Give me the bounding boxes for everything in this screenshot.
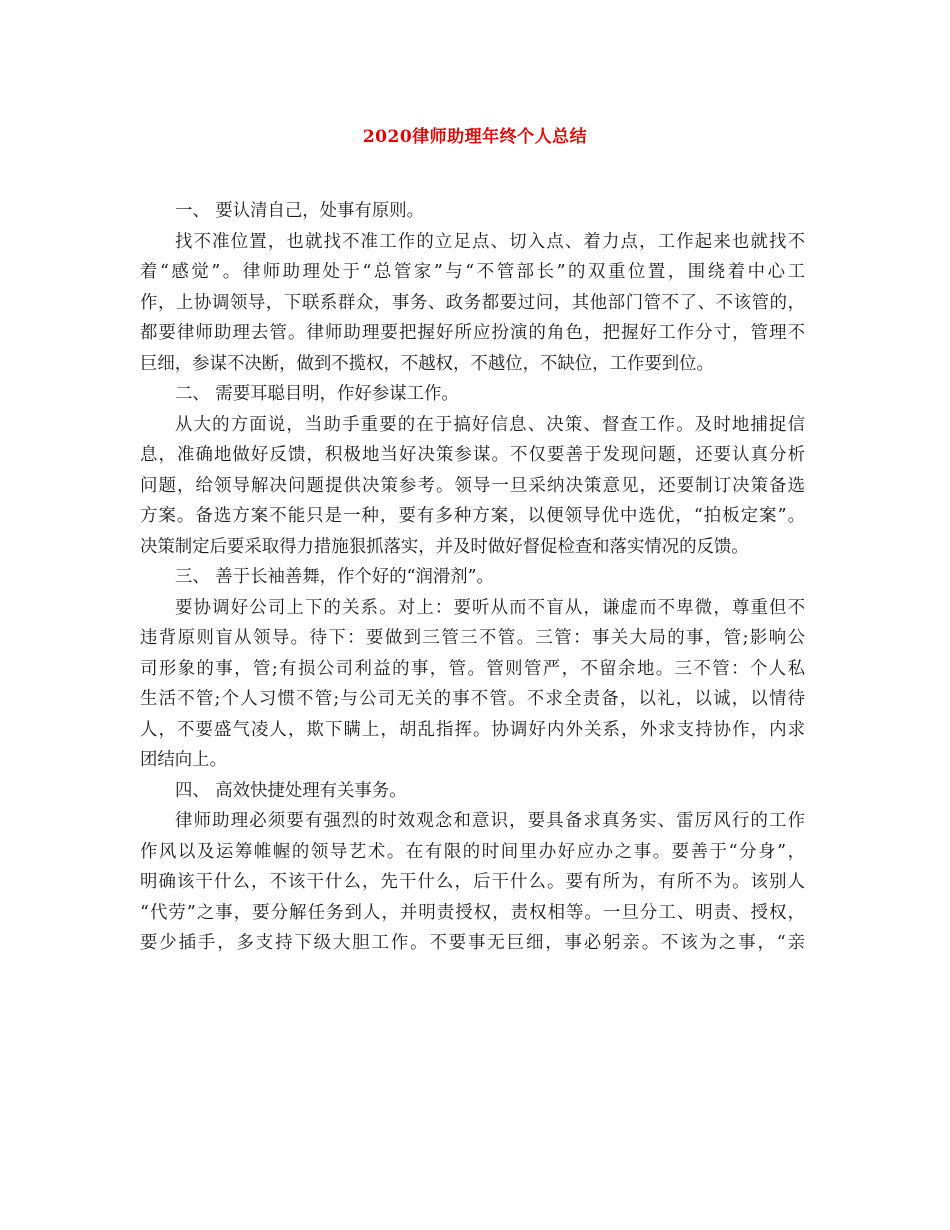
paragraph-line: 方案。备选方案不能只是一种，要有多种方案，以便领导优中选优，“拍板定案”。: [140, 506, 805, 526]
paragraph-line: 违背原则盲从领导。待下：要做到三管三不管。三管：事关大局的事，管;影响公: [140, 628, 805, 648]
paragraph-line: 着“感觉”。律师助理处于“总管家”与“不管部长”的双重位置，围绕着中心工: [140, 262, 805, 282]
paragraph-line: 问题，给领导解决问题提供决策参考。领导一旦采纳决策意见，还要制订决策备选: [140, 475, 805, 496]
paragraph-line: 要少插手，多支持下级大胆工作。不要事无巨细，事必躬亲。不该为之事，“亲: [140, 933, 805, 953]
document-body: [140, 196, 805, 959]
paragraph-line: 人，不要盛气凌人，欺下瞒上，胡乱指挥。协调好内外关系，外求支持协作，内求: [140, 719, 805, 740]
section-heading-2: 二、 需要耳聪目明，作好参谋工作。: [175, 384, 459, 404]
paragraph-line: 都要律师助理去管。律师助理要把握好所应扮演的角色，把握好工作分寸，管理不: [140, 323, 805, 343]
paragraph-line: 律师助理必须要有强烈的时效观念和意识，要具备求真务实、雷厉风行的工作: [175, 811, 805, 831]
paragraph-line: 决策制定后要采取得力措施狠抓落实，并及时做好督促检查和落实情况的反馈。: [140, 536, 749, 557]
paragraph-line: 作风以及运筹帷幄的领导艺术。在有限的时间里办好应办之事。要善于“分身”，: [140, 841, 805, 862]
paragraph-line: 要协调好公司上下的关系。对上：要听从而不盲从，谦虚而不卑微，尊重但不: [175, 597, 805, 618]
paragraph-line: “代劳”之事，要分解任务到人，并明责授权，责权相等。一旦分工、明责、授权，: [140, 902, 805, 923]
section-heading-1: 一、 要认清自己，处事有原则。: [175, 201, 424, 221]
paragraph-line: 息，准确地做好反馈，积极地当好决策参谋。不仅要善于发现问题，还要认真分析: [140, 445, 805, 465]
paragraph-line: 从大的方面说，当助手重要的在于搞好信息、决策、督查工作。及时地捕捉信: [175, 414, 805, 435]
paragraph-line: 巨细，参谋不决断，做到不揽权，不越权，不越位，不缺位，工作要到位。: [140, 353, 714, 374]
document-title: 2020律师助理年终个人总结: [362, 127, 588, 147]
paragraph-line: 作，上协调领导，下联系群众，事务、政务都要过问，其他部门管不了、不该管的，: [140, 292, 805, 313]
paragraph-line: 生活不管;个人习惯不管;与公司无关的事不管。不求全责备，以礼，以诚，以情待: [140, 689, 805, 709]
paragraph-line: 团结向上。: [140, 750, 227, 770]
paragraph-line: 明确该干什么，不该干什么，先干什么，后干什么。要有所为，有所不为。该别人: [140, 872, 805, 892]
paragraph-line: 找不准位置，也就找不准工作的立足点、切入点、着力点，工作起来也就找不: [175, 231, 805, 252]
section-heading-3: 三、 善于长袖善舞，作个好的“润滑剂”。: [175, 567, 494, 587]
paragraph-line: 司形象的事，管;有损公司利益的事，管。管则管严，不留余地。三不管：个人私: [140, 658, 805, 679]
section-heading-4: 四、 高效快捷处理有关事务。: [175, 780, 407, 801]
